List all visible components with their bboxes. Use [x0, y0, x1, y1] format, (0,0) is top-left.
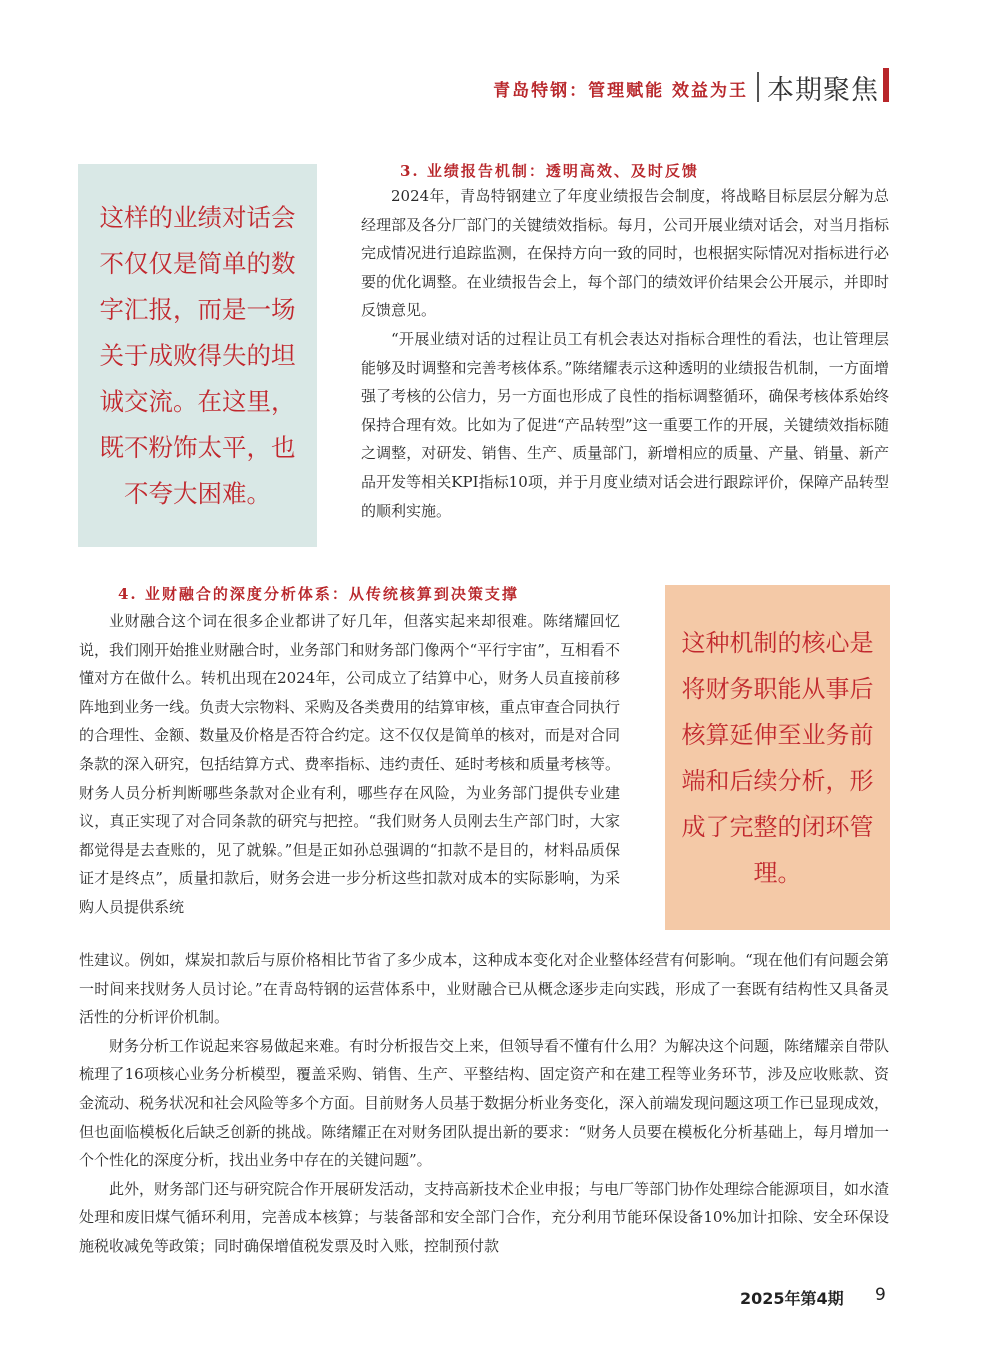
page-number: 9 — [875, 1285, 886, 1305]
pull-quote-box-2 — [665, 585, 890, 930]
section4-paragraph-3: 此外，财务部门还与研究院合作开展研发活动，支持高新技术企业申报；与电厂等部门协作处理综合能源项目，如水渣处理和废旧煤气循环利用，完善成本核算；与装备部和安全部门合作，充分利用节能环保设备10%加计扣除、安全环保设施税收减免等政策；同时确保增值税发票及时入账，控制预付款 — [79, 1179, 890, 1255]
section3-body — [361, 182, 889, 525]
pull-quote-text-1: 这样的业绩对话会不仅仅是简单的数字汇报，而是一场关于成败得失的坦诚交流。在这里，既不粉饰太平，也不夸大困难。 — [99, 202, 296, 508]
section3-heading: 3. 业绩报告机制：透明高效、及时反馈 — [400, 162, 699, 180]
pull-quote-box-1 — [78, 164, 317, 547]
section4-paragraph-1b: 性建议。例如，煤炭扣款后与原价格相比节省了多少成本，这种成本变化对企业整体经营有何影响。“现在他们有问题会第一时间来找财务人员讨论。”在青岛特钢的运营体系中，业财融合已从概念逐步走向实践，形成了一套既有结构性又具备灵活性的分析评价机制。 — [79, 951, 889, 1027]
header-accent-bar — [883, 68, 889, 102]
section4-paragraph-1a: 业财融合这个词在很多企业都讲了好几年，但落实起来却很难。陈绪耀回忆说，我们刚开始推业财融合时，业务部门和财务部门像两个“平行宇宙”，互相看不懂对方在做什么。转机出现在2024年，公司成立了结算中心，财务人员直接前移阵地到业务一线。负责大宗物料、采购及各类费用的结算审核，重点审查合同执行的合理性、金额、数量及价格是否符合约定。这不仅仅是简单的核对，而是对合同条款的深入研究，包括结算方式、费率指标、违约责任、延时考核和质量考核等。财务人员分析判断哪些条款对企业有利，哪些存在风险，为业务部门提供专业建议，真正实现了对合同条款的研究与把控。“我们财务人员刚去生产部门时，大家都觉得是去查账的，见了就躲。”但是正如孙总强调的“扣款不是目的，材料品质保证才是终点”，质量扣款后，财务会进一步分析这些扣款对成本的实际影响，为采购人员提供系统 — [79, 612, 620, 916]
section4-body-wide — [79, 946, 889, 1261]
footer-issue: 2025年第4期 — [740, 1289, 844, 1308]
header-article-title: 青岛特钢：管理赋能 效益为王 — [493, 81, 748, 101]
section3-paragraph-1: 2024年，青岛特钢建立了年度业绩报告会制度，将战略目标层层分解为总经理部及各分厂部门的关键绩效指标。每月，公司开展业绩对话会，对当月指标完成情况进行追踪监测，在保持方向一致的同时，也根据实际情况对指标进行必要的优化调整。在业绩报告会上，每个部门的绩效评价结果会公开展示，并即时反馈意见。 — [361, 187, 889, 320]
section4-body-narrow — [79, 607, 620, 922]
header-section-title: 本期聚焦 — [767, 75, 879, 106]
section3-paragraph-2: “开展业绩对话的过程让员工有机会表达对指标合理性的看法，也让管理层能够及时调整和完善考核体系。”陈绪耀表示这种透明的业绩报告机制，一方面增强了考核的公信力，另一方面也形成了良性的指标调整循环，确保考核体系始终保持合理有效。比如为了促进“产品转型”这一重要工作的开展，关键绩效指标随之调整，对研发、销售、生产、质量部门，新增相应的质量、产量、销量、新产品开发等相关KPI指标10项，并于月度业绩对话会进行跟踪评价，保障产品转型的顺利实施。 — [361, 329, 889, 520]
section4-paragraph-2: 财务分析工作说起来容易做起来难。有时分析报告交上来，但领导看不懂有什么用？为解决这个问题，陈绪耀亲自带队梳理了16项核心业务分析模型，覆盖采购、销售、生产、平整结构、固定资产和在建工程等业务环节，涉及应收账款、资金流动、税务状况和社会风险等多个方面。目前财务人员基于数据分析业务变化，深入前端发现问题这项工作已显现成效，但也面临模板化后缺乏创新的挑战。陈绪耀正在对财务团队提出新的要求：“财务人员要在模板化分析基础上，每月增加一个个性化的深度分析，找出业务中存在的关键问题”。 — [79, 1036, 890, 1170]
header-divider — [757, 72, 759, 102]
pull-quote-text-2: 这种机制的核心是将财务职能从事后核算延伸至业务前端和后续分析，形成了完整的闭环管理。 — [681, 628, 874, 887]
section4-heading: 4. 业财融合的深度分析体系：从传统核算到决策支撑 — [118, 585, 519, 603]
